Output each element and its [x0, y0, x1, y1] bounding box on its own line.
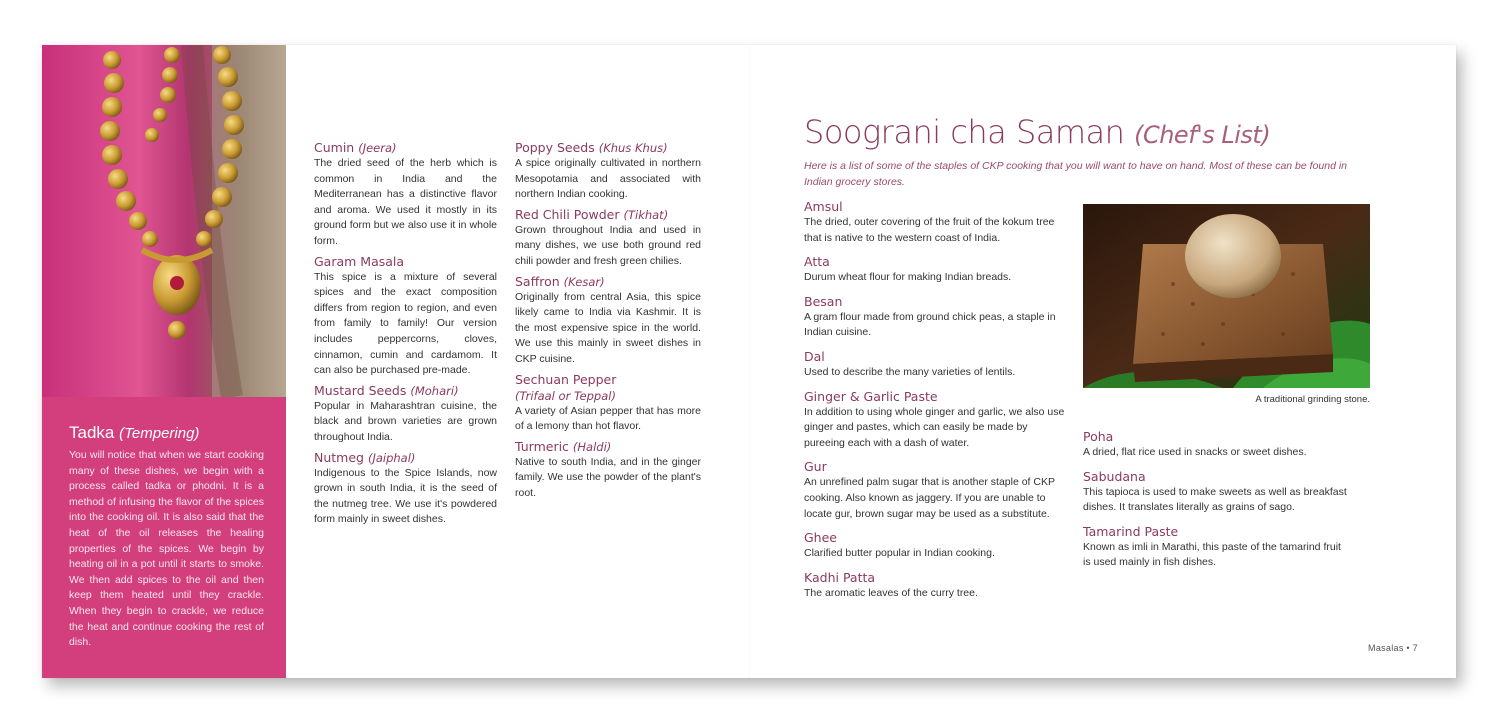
spice-entry — [515, 140, 701, 203]
staple-description: A dried, flat rice used in snacks or sweet dishes. — [1083, 446, 1307, 458]
spice-description: Grown throughout India and used in many dishes, we use both ground red chili powder and fresh green chilies. — [515, 223, 701, 267]
staple-entry — [1083, 429, 1349, 461]
staples-column-1 — [804, 199, 1069, 609]
staple-term: Dal — [804, 348, 825, 364]
spice-entry — [314, 140, 497, 250]
staple-term: Ginger & Garlic Paste — [804, 388, 938, 404]
intro-text: Here is a list of some of the staples of CKP cooking that you will want to have on hand. Most of these can be found in Indian grocery stores. — [804, 160, 1348, 188]
staple-term: Gur — [804, 459, 827, 475]
photo-caption: A traditional grinding stone. — [1255, 394, 1370, 405]
tadka-title-italic: (Tempering) — [119, 425, 200, 442]
spice-entry — [515, 274, 701, 368]
grinding-stone-photo — [1083, 204, 1370, 388]
staples-column-2 — [1083, 429, 1349, 579]
staple-description: Known as imli in Marathi, this paste of the tamarind fruit is used mainly in fish dishes. — [1083, 540, 1341, 569]
staple-term: Atta — [804, 254, 830, 270]
spice-entry — [515, 439, 701, 502]
tadka-title-text: Tadka — [69, 423, 115, 442]
spice-description: Popular in Maharashtran cuisine, the black and brown varieties are grown throughout India. — [314, 399, 497, 443]
page-title — [804, 113, 1270, 151]
spice-term: Saffron (Kesar) — [515, 273, 605, 289]
staple-entry — [1083, 469, 1349, 516]
staple-term: Besan — [804, 293, 843, 309]
staple-entry — [804, 254, 1069, 286]
spice-description: Originally from central Asia, this spice likely came to India via Kashmir. It is the most expensive spice in the world. We use this mainly in sweet dishes in CKP cuisine. — [515, 290, 701, 365]
staple-term: Kadhi Patta — [804, 569, 876, 585]
spices-column-1 — [314, 140, 497, 532]
tadka-title — [69, 423, 199, 443]
staple-entry — [804, 349, 1069, 381]
tadka-text: You will notice that when we start cooking many of these dishes, we begin with a process called tadka or phodni. It is a method of infusing the flavor of the spices into the cooking oil. It is also said that the heat of the oil releases the healing properties of the spices. We begin by heating oil in a pot until it starts to smoke. We then add spices to the oil and then keep them heated until they crackle. When they begin to crackle, we reduce the heat and continue cooking the rest of dish. — [69, 449, 264, 649]
spice-entry — [314, 383, 497, 446]
spice-description: This spice is a mixture of several spices and the exact composition differs from region to region, and even from family to family! Our version includes peppercorns, cloves, cinnamon, cumin and cardamom. It can also be purchased pre-made. — [314, 270, 497, 377]
staple-description: The aromatic leaves of the curry tree. — [804, 586, 978, 599]
spice-term: Garam Masala — [314, 253, 405, 269]
staple-description: In addition to using whole ginger and garlic, we also use ginger and pastes, which can easily be made by pureeing each with a dash of water. — [804, 405, 1065, 449]
spices-column-2 — [515, 140, 701, 506]
spice-term: Nutmeg (Jaiphal) — [314, 449, 416, 465]
staple-entry — [804, 389, 1069, 452]
staple-description: Clarified butter popular in Indian cooking. — [804, 547, 995, 560]
spine-shadow — [749, 45, 750, 678]
book-spread — [42, 45, 1456, 678]
staple-term: Poha — [1083, 429, 1114, 444]
spice-description: A spice originally cultivated in northern Mesopotamia and associated with northern Indian cooking. — [515, 157, 701, 201]
staple-entry — [804, 570, 1069, 602]
spice-term: Sechuan Pepper (Trifaal or Teppal) — [515, 371, 617, 403]
page-title-italic: (Chef's List) — [1134, 121, 1271, 149]
spice-term: Red Chili Powder (Tikhat) — [515, 206, 669, 222]
spice-entry — [314, 450, 497, 528]
staple-entry — [804, 459, 1069, 522]
staple-description: An unrefined palm sugar that is another staple of CKP cooking. Also known as jaggery. If you are unable to locate gur, brown sugar may be used as a substitute. — [804, 476, 1055, 520]
spice-term: Turmeric (Haldi) — [515, 438, 612, 454]
staple-description: Durum wheat flour for making Indian breads. — [804, 271, 1012, 284]
staple-term: Ghee — [804, 530, 837, 546]
staple-description: This tapioca is used to make sweets as well as breakfast dishes. It translates literally as grains of sago. — [1083, 485, 1347, 514]
staple-entry — [804, 199, 1069, 246]
staple-description: The dried, outer covering of the fruit of the kokum tree that is native to the western coast of India. — [804, 216, 1055, 244]
staple-entry — [804, 294, 1069, 341]
necklace-illustration — [42, 45, 286, 397]
page-title-text: Soograni cha Saman — [804, 113, 1125, 151]
staple-term: Amsul — [804, 199, 843, 214]
spice-entry — [515, 207, 701, 270]
spice-term: Mustard Seeds (Mohari) — [314, 382, 459, 398]
spice-entry — [515, 372, 701, 435]
staple-term: Tamarind Paste — [1083, 523, 1179, 539]
spice-entry — [314, 254, 497, 379]
spice-description: Indigenous to the Spice Islands, now grown in south India, it is the seed of the nutmeg tree. We use it's powdered form mainly in sweet dishes. — [314, 466, 497, 526]
grinding-stone-illustration — [1083, 204, 1370, 388]
page-number: Masalas • 7 — [1368, 643, 1418, 653]
tadka-panel — [42, 397, 286, 678]
spice-description: The dried seed of the herb which is common in India and the Mediterranean has a distinctive flavor and aroma. We used it mostly in its ground form but we also use it in whole form. — [314, 157, 497, 247]
spice-description: A variety of Asian pepper that has more of a lemony than hot flavor. — [515, 404, 701, 433]
staple-description: Used to describe the many varieties of lentils. — [804, 365, 1016, 378]
staple-entry — [1083, 524, 1349, 571]
spice-term: Cumin (Jeera) — [314, 140, 397, 155]
staple-term: Sabudana — [1083, 468, 1146, 484]
spice-description: Native to south India, and in the ginger family. We use the powder of the plant's root. — [515, 455, 701, 499]
necklace-photo — [42, 45, 286, 397]
staple-description: A gram flour made from ground chick peas, a staple in Indian cuisine. — [804, 310, 1056, 339]
spice-term: Poppy Seeds (Khus Khus) — [515, 140, 668, 155]
staple-entry — [804, 530, 1069, 562]
